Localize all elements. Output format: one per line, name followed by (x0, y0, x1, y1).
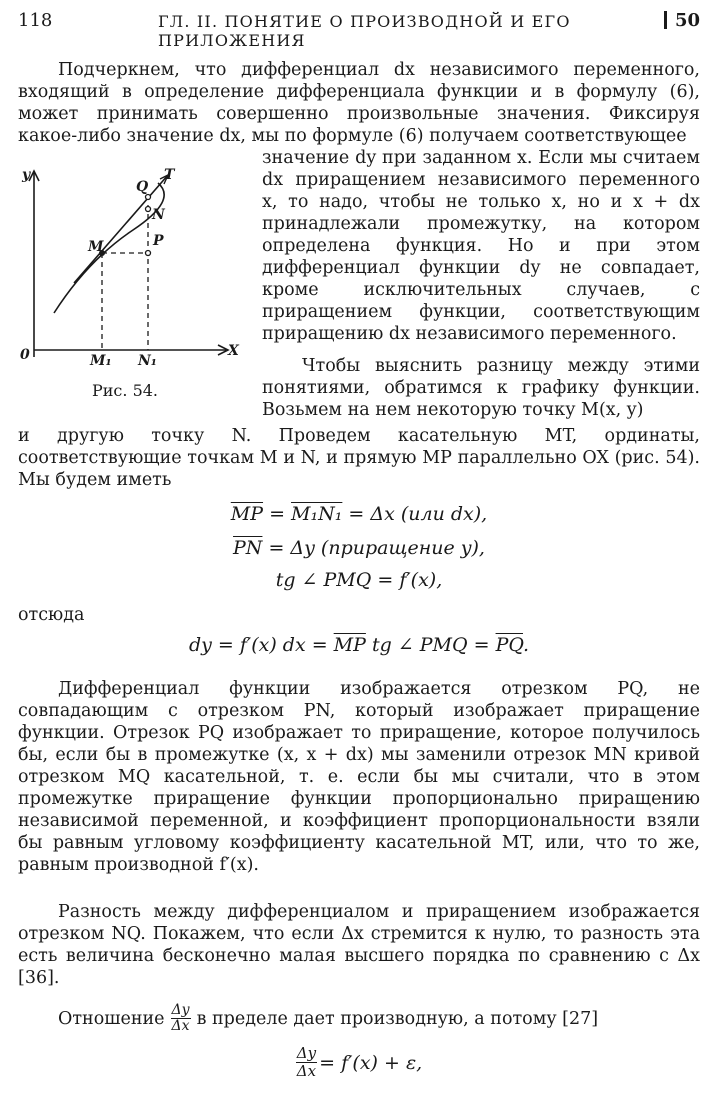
word-otsyuda: отсюда (18, 605, 85, 625)
equation-mp: $\overline{MP} = M_1N_1 = \Delta x$ (или dx), (230, 503, 488, 525)
tangent-line (74, 175, 168, 283)
label-x: X (228, 343, 239, 359)
paragraph-ratio: Отношение Δy Δx в пределе дает производную, а потому [27] (58, 1002, 599, 1034)
fraction-dy-dx: Δy Δx (171, 1002, 190, 1034)
paragraph-graph-continued: и другую точку N. Проведем касательную MT, ординаты, соответствующие точкам M и N, и прямую MP параллельно OX (рис. 54). Мы будем иметь (18, 426, 700, 490)
equation-dy: dy = f′(x) dx = $\overline{MP}$ tg ∠ PMQ = $\overline{PQ}$. (188, 634, 530, 656)
label-y: y (22, 167, 31, 183)
equation-tg: tg ∠ PMQ = f′(x), (275, 569, 443, 591)
function-curve (54, 183, 164, 313)
label-p: P (153, 233, 164, 249)
section-number: 50 (664, 10, 700, 31)
label-t: T (164, 167, 175, 183)
paragraph-graph: Чтобы выяснить разницу между этими понятиями, обратимся к графику функции. Возьмем на нем некоторую точку M(x, y) (262, 356, 700, 420)
point-n (146, 207, 151, 212)
label-q: Q (136, 179, 149, 195)
equation-pn: $\overline{PN} = \Delta y$ (приращение y), (233, 537, 485, 559)
point-q (146, 195, 151, 200)
page-number: 118 (18, 10, 53, 31)
figure-54 (18, 165, 242, 375)
paragraph-differential: Дифференциал функции изображается отрезком PQ, не совпадающим с отрезком PN, который изображает приращение функции. Отрезок PQ изображает то приращение, которое получилось бы, если бы в промежутке (x, x + dx) мы заменили отрезок MN кривой отрезком MQ касательной, т. е. если бы мы считали, что в этом промежутке приращение функции пропорционально приращению независимой переменной, и коэффициент пропорциональности взяли бы равным угловому коэффициенту касательной MT, или, что то же, равным производной f′(x). (18, 679, 700, 875)
label-m: M (88, 239, 104, 255)
label-origin: 0 (20, 347, 30, 363)
figure-caption: Рис. 54. (92, 381, 159, 400)
page-header (18, 10, 700, 50)
point-p (146, 251, 151, 256)
paragraph-intro-continued: значение dy при заданном x. Если мы считаем dx приращением независимого переменного x, то надо, чтобы не только x, но и x + dx принадлежали промежутку, на котором определена функция. Но и при этом дифференциал функции dy не совпадает, кроме исключительных случаев, с приращением функции, соответствующим приращению dx независимого переменного. (262, 148, 700, 344)
label-n: N (152, 207, 165, 223)
label-m1: M₁ (90, 353, 112, 369)
label-n1: N₁ (138, 353, 157, 369)
paragraph-difference: Разность между дифференциалом и приращением изображается отрезком NQ. Покажем, что если Δx стремится к нулю, то разность эта есть величина бесконечно малая высшего порядка по сравнению с Δx [36]. (18, 902, 700, 988)
paragraph-intro: Подчеркнем, что дифференциал dx независимого переменного, входящий в определение дифференциала функции и в формулу (6), может принимать совершенно произвольные значения. Фиксируя какое-либо значение dx, мы по формуле (6) получаем соответствующее (18, 60, 700, 146)
running-title: ГЛ. II. ПОНЯТИЕ О ПРОИЗВОДНОЙ И ЕГО ПРИЛОЖЕНИЯ (158, 12, 571, 50)
equation-final: $\frac{\Delta y}{\Delta x}$ = f′(x) + ε, (296, 1044, 423, 1080)
